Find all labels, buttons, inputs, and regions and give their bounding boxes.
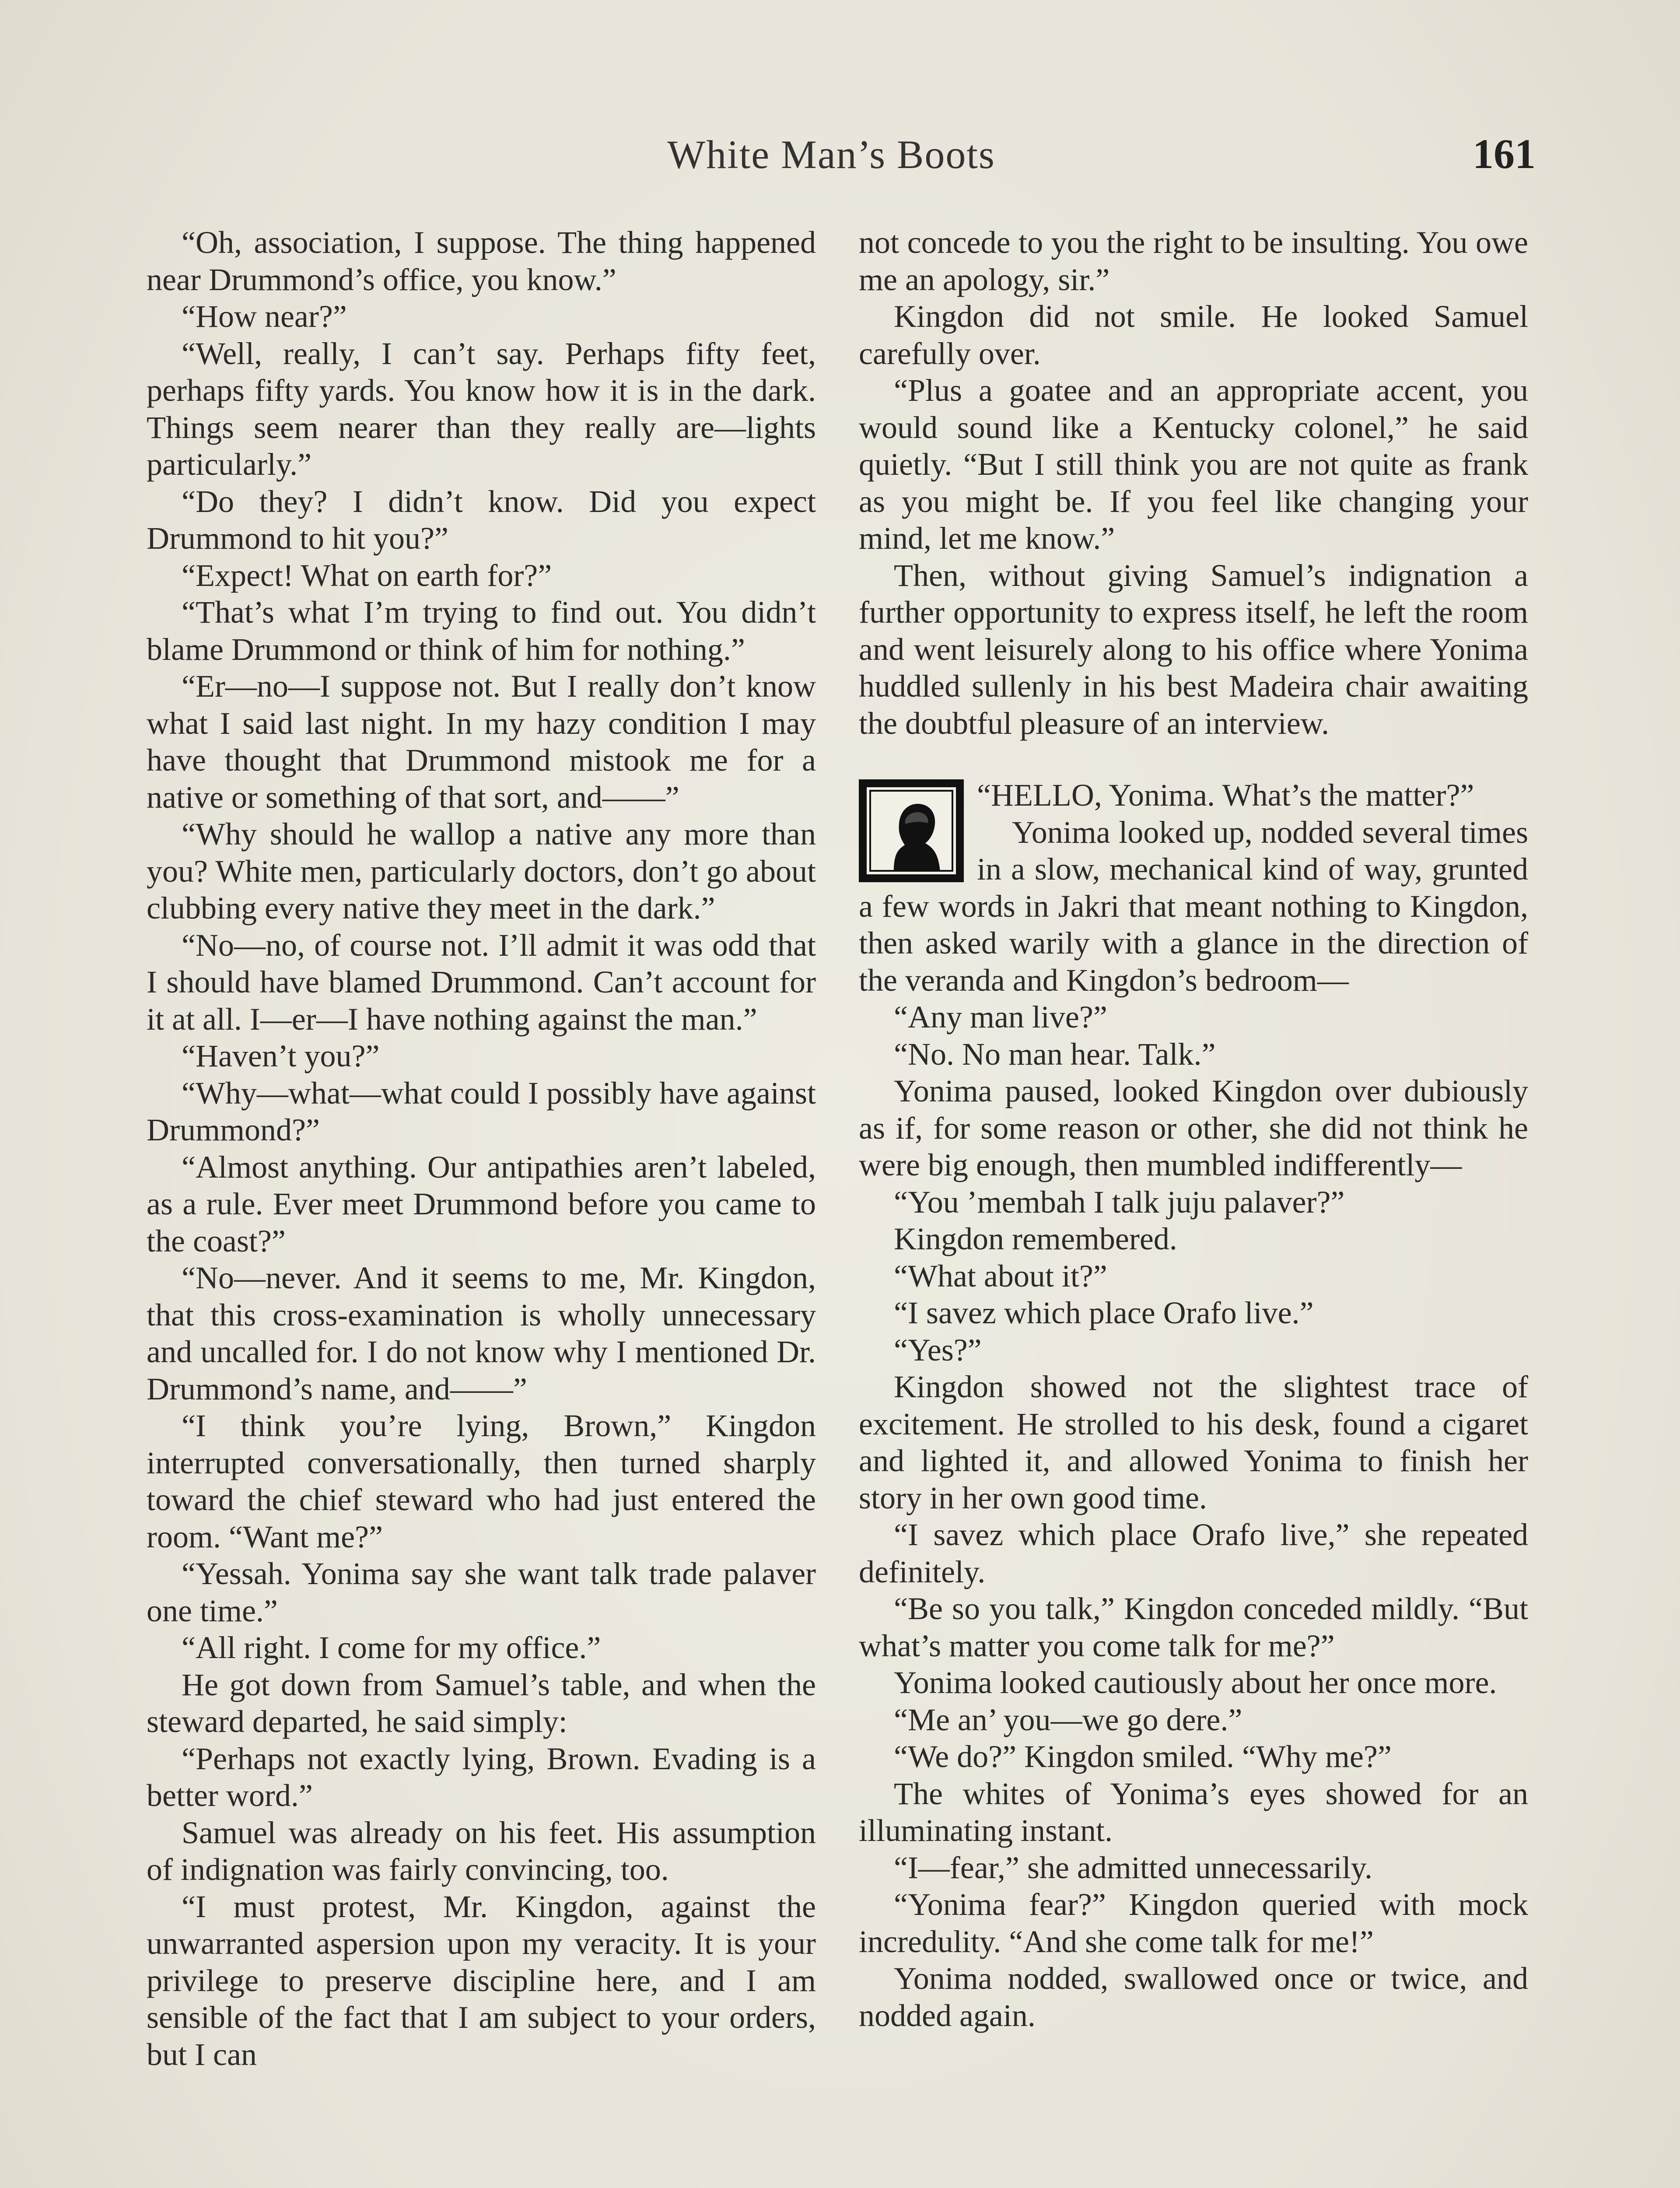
- paragraph: not concede to you the right to be insulting. You owe me an apology, sir.”: [859, 225, 1528, 297]
- paragraph: “Yonima fear?” Kingdon queried with mock incredulity. “And she come talk for me!”: [859, 1887, 1528, 1959]
- paragraph: “Plus a goatee and an appropriate accent, you would sound like a Kentucky colonel,” he said quietly. “But I still think you are not quite as frank as you might be. If you feel like changing your mind, let me know.”: [859, 373, 1528, 556]
- paragraph: “Be so you talk,” Kingdon conceded mildly. “But what’s matter you come talk for me?”: [859, 1591, 1528, 1663]
- right-column: [859, 224, 1528, 2034]
- paragraph: Yonima paused, looked Kingdon over dubiously as if, for some reason or other, she did not think he were big enough, then mumbled indifferently—: [859, 1073, 1528, 1182]
- paragraph: Kingdon showed not the slightest trace of excitement. He strolled to his desk, found a cigaret and lighted it, and allowed Yonima to finish her story in her own good time.: [859, 1369, 1528, 1515]
- paragraph: Then, without giving Samuel’s indignation a further opportunity to express itself, he left the room and went leisurely along to his office where Yonima huddled sullenly in his best Madeira chair awaiting the doubtful pleasure of an interview.: [859, 558, 1528, 741]
- paragraph: “We do?” Kingdon smiled. “Why me?”: [894, 1739, 1392, 1774]
- paragraph: “Oh, association, I suppose. The thing happened near Drummond’s office, you know.”: [147, 225, 816, 297]
- paragraph: “I savez which place Orafo live.”: [894, 1295, 1314, 1330]
- paragraph: He got down from Samuel’s table, and when the steward departed, he said simply:: [147, 1667, 816, 1739]
- paragraph: “No—never. And it seems to me, Mr. Kingdon, that this cross-examination is wholly unnecessary and uncalled for. I do not know why I mentioned Dr. Drummond’s name, and——”: [147, 1260, 816, 1406]
- portrait-silhouette-icon: [859, 779, 964, 882]
- paragraph: “I think you’re lying, Brown,” Kingdon interrupted conversationally, then turned sharply toward the chief steward who had just entered the room. “Want me?”: [147, 1408, 816, 1554]
- paragraph: “No. No man hear. Talk.”: [894, 1036, 1216, 1072]
- paragraph: “Perhaps not exactly lying, Brown. Evading is a better word.”: [147, 1741, 816, 1813]
- left-column: [147, 224, 816, 2073]
- paragraph: “You ’membah I talk juju palaver?”: [894, 1184, 1345, 1220]
- paragraph: “Almost anything. Our antipathies aren’t labeled, as a rule. Ever meet Drummond before you came to the coast?”: [147, 1149, 816, 1259]
- paragraph: “How near?”: [182, 299, 347, 334]
- paragraph: “Yessah. Yonima say she want talk trade palaver one time.”: [147, 1556, 816, 1628]
- paragraph: “Any man live?”: [894, 999, 1107, 1034]
- page-number: 161: [1473, 130, 1536, 177]
- paragraph: “What about it?”: [894, 1258, 1107, 1294]
- paragraph: “Yes?”: [894, 1332, 982, 1368]
- paragraph: “Me an’ you—we go dere.”: [894, 1702, 1242, 1737]
- paragraph: “Expect! What on earth for?”: [182, 558, 552, 593]
- section-opening-paragraph: “HELLO, Yonima. What’s the matter?”: [977, 778, 1474, 813]
- running-title: White Man’s Boots: [667, 132, 995, 177]
- paragraph: “Well, really, I can’t say. Perhaps fifty feet, perhaps fifty yards. You know how it is in the dark. Things seem nearer than they really are—lights particularly.”: [147, 336, 816, 482]
- paragraph: “That’s what I’m trying to find out. You didn’t blame Drummond or think of him for nothing.”: [147, 595, 816, 667]
- paragraph: “Why should he wallop a native any more than you? White men, particularly doctors, don’t go about clubbing every native they meet in the dark.”: [147, 817, 816, 926]
- paragraph: Yonima looked up, nodded several times in a slow, mechanical kind of way, grunted a few words in Jakri that meant nothing to Kingdon, then asked warily with a glance in the direction of the veranda and Kingdon’s bedroom—: [859, 814, 1528, 998]
- paragraph: The whites of Yonima’s eyes showed for an illuminating instant.: [859, 1776, 1528, 1848]
- paragraph: “I—fear,” she admitted unnecessarily.: [894, 1850, 1372, 1885]
- paragraph: “Er—no—I suppose not. But I really don’t know what I said last night. In my hazy condition I may have thought that Drummond mistook me for a native or something of that sort, and——”: [147, 669, 816, 815]
- paragraph: “I savez which place Orafo live,” she repeated definitely.: [859, 1517, 1528, 1589]
- paragraph: “All right. I come for my office.”: [182, 1630, 601, 1665]
- paragraph: “I must protest, Mr. Kingdon, against the unwarranted aspersion upon my veracity. It is your privilege to preserve discipline here, and I am sensible of the fact that I am subject to your orders, but I can: [147, 1889, 816, 2072]
- section-break: [859, 777, 1528, 999]
- paragraph: Yonima nodded, swallowed once or twice, and nodded again.: [859, 1961, 1528, 2033]
- paragraph: Kingdon remembered.: [894, 1221, 1177, 1256]
- paragraph: “No—no, of course not. I’ll admit it was odd that I should have blamed Drummond. Can’t account for it at all. I—er—I have nothing against the man.”: [147, 927, 816, 1037]
- paragraph: Kingdon did not smile. He looked Samuel carefully over.: [859, 299, 1528, 371]
- paragraph: “Haven’t you?”: [182, 1038, 380, 1073]
- paragraph: Yonima looked cautiously about her once more.: [894, 1665, 1497, 1700]
- paragraph: “Why—what—what could I possibly have against Drummond?”: [147, 1075, 816, 1147]
- paragraph: Samuel was already on his feet. His assumption of indignation was fairly convincing, too.: [147, 1815, 816, 1887]
- paragraph: “Do they? I didn’t know. Did you expect Drummond to hit you?”: [147, 484, 816, 556]
